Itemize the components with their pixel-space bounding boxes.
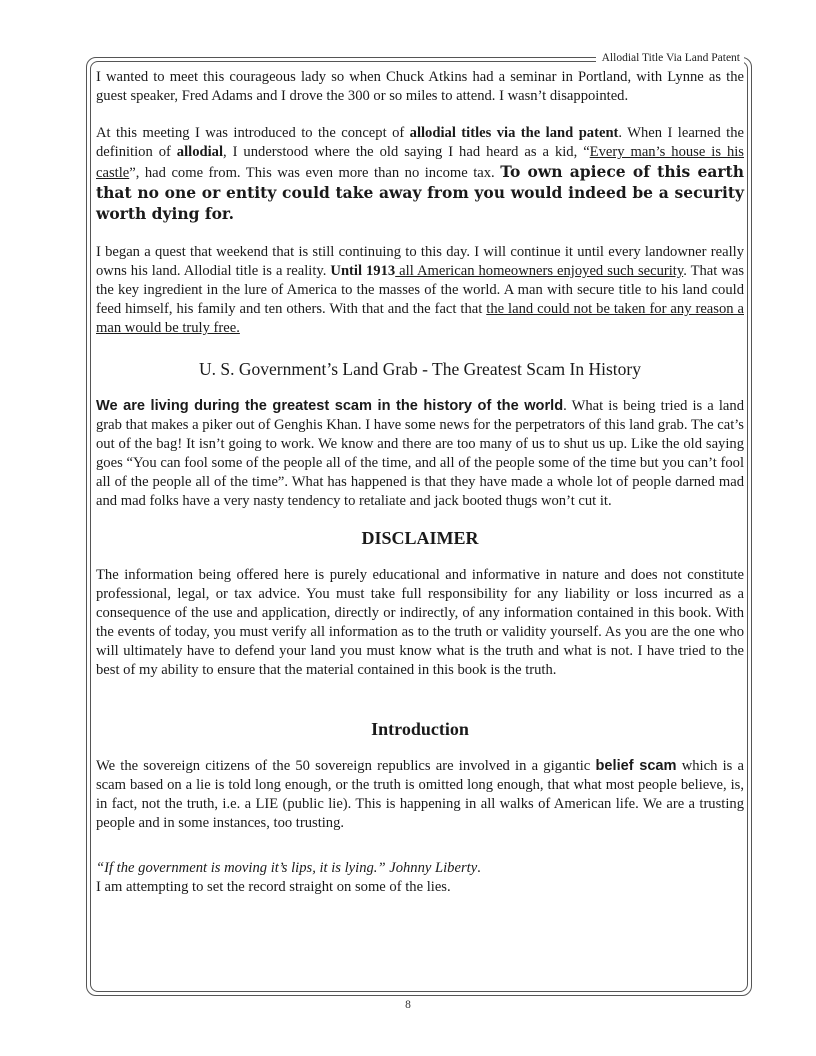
underlined-text: all American homeowners enjoyed such security bbox=[395, 263, 684, 279]
paragraph-allodial-concept bbox=[96, 124, 744, 225]
disclaimer-paragraph: The information being offered here is purely educational and informative in nature and does not constitute professional, legal, or tax advice. You must take full responsibility for any liability or loss incurred as a consequence of the use and application, directly or indirectly, of any information contained in this book. With the events of today, you must verify all information as to the truth or validity yourself. As you are the one who will ultimately have to defend your land you must know what is the truth and what is not. I have tried to the best of my ability to ensure that the material contained in this book is the truth. bbox=[96, 567, 744, 678]
section-heading-land-grab: U. S. Government’s Land Grab - The Greatest Scam In History bbox=[199, 359, 641, 379]
bold-text: We are living during the greatest scam in the history of the world bbox=[96, 398, 564, 414]
page-content bbox=[96, 68, 744, 897]
bold-text: belief scam bbox=[595, 758, 677, 774]
text: I began a quest that weekend that is still continuing to this day. I will continue it until every landowner really owns his land. Allodial title is a reality. bbox=[96, 244, 744, 279]
closing-line: I am attempting to set the record straight on some of the lies. bbox=[96, 879, 451, 895]
paragraph-meeting-lynne: I wanted to meet this courageous lady so when Chuck Atkins had a seminar in Portland, with Lynne as the guest speaker, Fred Adams and I drove the 300 or so miles to attend. I wasn’t disappointed. bbox=[96, 69, 744, 104]
quote-text: “If the government is moving it’s lips, it is lying.” Johnny Liberty bbox=[96, 860, 478, 876]
text: . That was the key ingredient in the lure of America to the masses of the world. A man with secure title to his land could feed himself, his family and ten others. With that and the fact that bbox=[96, 263, 744, 317]
bold-text: Until 1913 bbox=[330, 263, 396, 279]
paragraph-quest bbox=[96, 243, 744, 338]
bold-text: allodial bbox=[176, 144, 224, 160]
running-header: Allodial Title Via Land Patent bbox=[596, 51, 744, 65]
text: , I understood where the old saying I had heard as a kid, “ bbox=[223, 144, 590, 160]
page-number: 8 bbox=[405, 999, 411, 1011]
quote-line bbox=[96, 859, 744, 878]
text: which is a scam based on a lie is told long enough, or the truth is omitted long enough, that what most people believe, is, in fact, not the truth, i.e. a LIE (public lie). This is happening in all walks of American life. We are a trusting people and in some instances, too trusting. bbox=[96, 758, 744, 831]
text: At this meeting I was introduced to the concept of bbox=[96, 125, 410, 141]
text: . When I learned the definition of bbox=[96, 125, 744, 160]
bold-text: allodial titles via the land patent bbox=[409, 125, 619, 141]
underlined-text: Every man’s house is his castle bbox=[96, 144, 744, 181]
underlined-text: the land could not be taken for any reason a man would be truly free. bbox=[96, 301, 744, 336]
emphasis-text: To own apiece of this earth that no one or entity could take away from you would indeed be a security worth dying for. bbox=[96, 162, 744, 223]
introduction-paragraph bbox=[96, 757, 744, 833]
introduction-heading: Introduction bbox=[371, 719, 469, 739]
text: ”, had come from. This was even more than no income tax. bbox=[129, 165, 501, 181]
disclaimer-heading: DISCLAIMER bbox=[361, 528, 479, 548]
text: . What is being tried is a land grab that makes a piker out of Genghis Khan. I have some news for the perpetrators of this land grab. The cat’s out of the bag! It isn’t going to work. We know and there are too many of us to shut us up. Like the old saying goes “You can fool some of the people all of the time, and all of the people some of the time but you can’t fool all of the people all of the time”. What has happened is that they have made a whole lot of people darned mad and mad folks have a very nasty tendency to retaliate and jack booted thugs won’t cut it. bbox=[96, 398, 744, 509]
text: We the sovereign citizens of the 50 sovereign republics are involved in a gigantic bbox=[96, 758, 596, 774]
text: . bbox=[477, 860, 481, 876]
closing-block bbox=[96, 859, 744, 897]
paragraph-greatest-scam bbox=[96, 397, 744, 511]
